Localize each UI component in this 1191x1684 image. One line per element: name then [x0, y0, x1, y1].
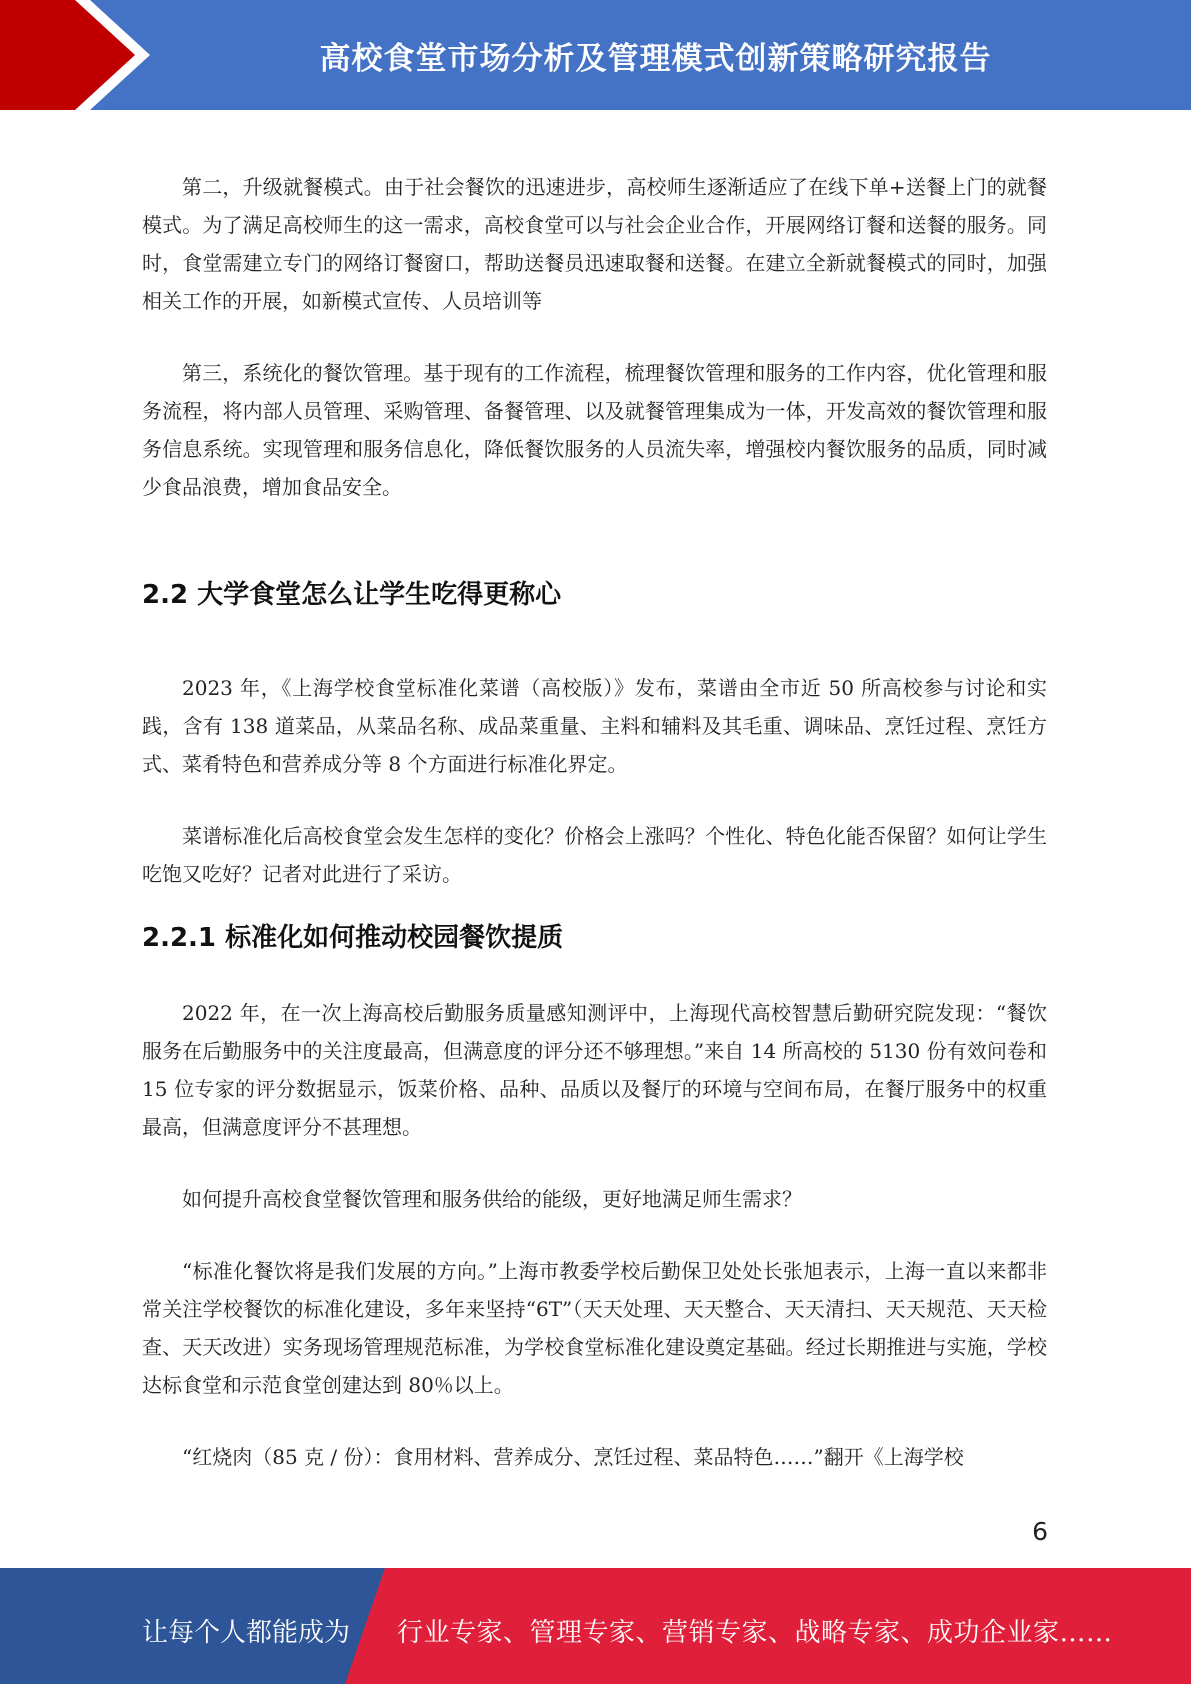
- paragraph-braised-pork-intro: “红烧肉（85 克 / 份）：食用材料、营养成分、烹饪过程、菜品特色……”翻开《上海学校: [182, 1445, 964, 1469]
- paragraph-standardization-quote: “标准化餐饮将是我们发展的方向。”上海市教委学校后勤保卫处处长张旭表示，上海一直以来都非常关注学校餐饮的标准化建设，多年来坚持“6T”（天天处理、天天整合、天天清扫、天天规范、天天检查、天天改进）实务现场管理规范标准，为学校食堂标准化建设奠定基础。经过长期推进与实施，学校达标食堂和示范食堂创建达到 80％以上。: [142, 1259, 1047, 1397]
- paragraph-standard-menu-release: 2023 年，《上海学校食堂标准化菜谱（高校版）》发布，菜谱由全市近 50 所高校参与讨论和实践，含有 138 道菜品，从菜品名称、成品菜重量、主料和辅料及其毛重、调味品、烹饪过程、烹饪方式、菜肴特色和营养成分等 8 个方面进行标准化界定。: [142, 676, 1047, 776]
- document-body: [142, 168, 1047, 1476]
- paragraph-survey-findings: 2022 年，在一次上海高校后勤服务质量感知测评中，上海现代高校智慧后勤研究院发现：“餐饮服务在后勤服务中的关注度最高，但满意度的评分还不够理想。”来自 14 所高校的 5130 份有效问卷和 15 位专家的评分数据显示，饭菜价格、品种、品质以及餐厅的环境与空间布局，在餐厅服务中的权重最高，但满意度评分不甚理想。: [142, 1001, 1047, 1139]
- paragraph-interview-questions: 菜谱标准化后高校食堂会发生怎样的变化？价格会上涨吗？个性化、特色化能否保留？如何让学生吃饱又吃好？记者对此进行了采访。: [142, 824, 1047, 886]
- section-heading-2-2: 2.2 大学食堂怎么让学生吃得更称心: [142, 580, 562, 610]
- footer-slogan-right: 行业专家、管理专家、营销专家、战略专家、成功企业家……: [397, 1618, 1113, 1648]
- section-heading-2-2-1: 2.2.1 标准化如何推动校园餐饮提质: [142, 923, 564, 953]
- paragraph-systematic-management: 第三，系统化的餐饮管理。基于现有的工作流程，梳理餐饮管理和服务的工作内容，优化管理和服务流程，将内部人员管理、采购管理、备餐管理、以及就餐管理集成为一体，开发高效的餐饮管理和服务信息系统。实现管理和服务信息化，降低餐饮服务的人员流失率，增强校内餐饮服务的品质，同时减少食品浪费，增加食品安全。: [142, 361, 1047, 499]
- paragraph-how-to-improve: 如何提升高校食堂餐饮管理和服务供给的能级，更好地满足师生需求？: [182, 1187, 802, 1211]
- paragraph-upgrade-dining-mode: 第二，升级就餐模式。由于社会餐饮的迅速进步，高校师生逐渐适应了在线下单+送餐上门的就餐模式。为了满足高校师生的这一需求，高校食堂可以与社会企业合作，开展网络订餐和送餐的服务。同时，食堂需建立专门的网络订餐窗口，帮助送餐员迅速取餐和送餐。在建立全新就餐模式的同时，加强相关工作的开展，如新模式宣传、人员培训等: [142, 175, 1047, 313]
- footer-slogan-left: 让每个人都能成为: [142, 1618, 351, 1648]
- header-title: 高校食堂市场分析及管理模式创新策略研究报告: [319, 40, 992, 77]
- page-number: 6: [1032, 1517, 1048, 1546]
